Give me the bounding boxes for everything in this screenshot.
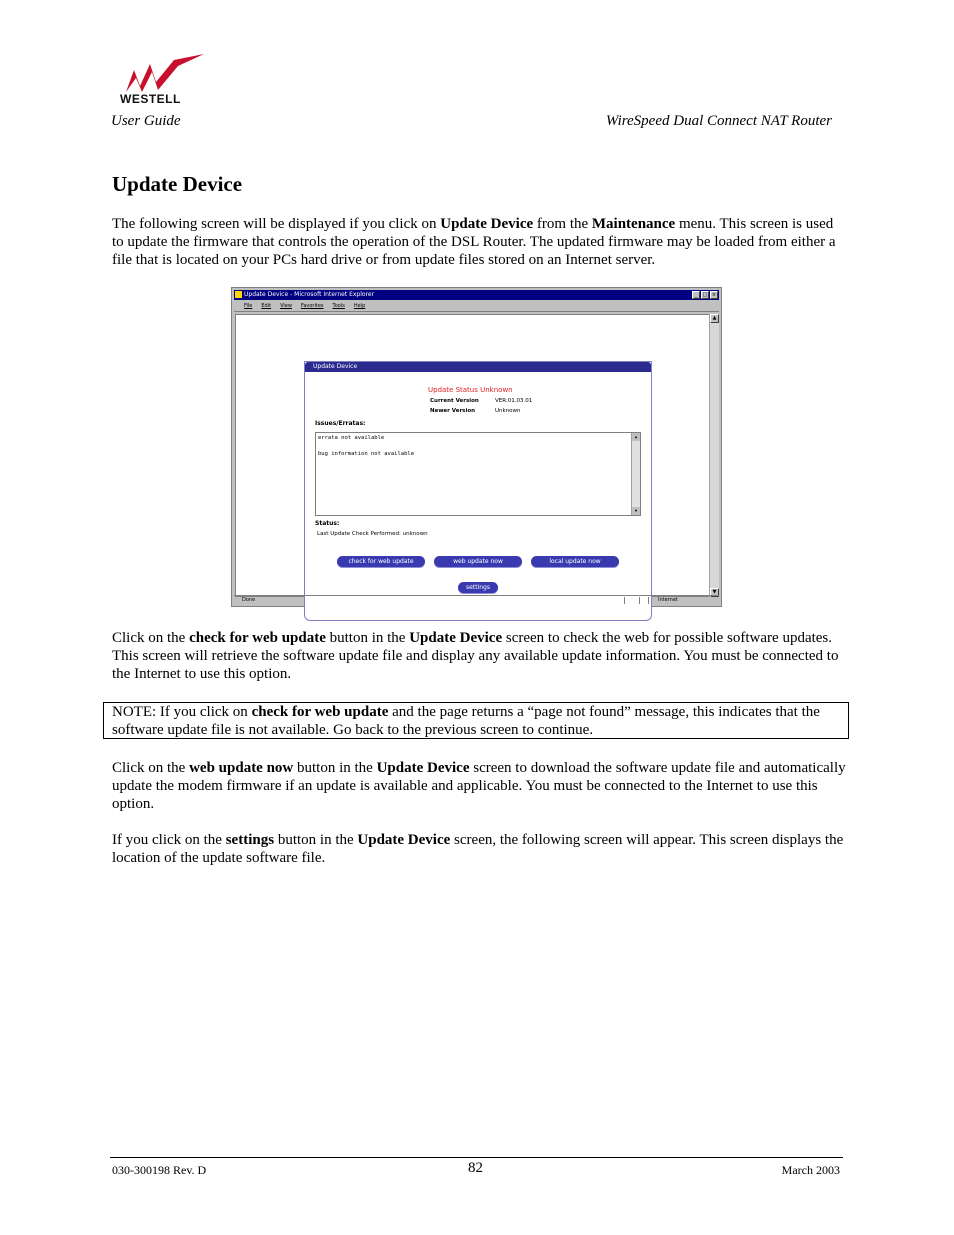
close-icon[interactable]: × — [711, 292, 717, 298]
scroll-down-icon[interactable]: ▼ — [632, 507, 640, 515]
current-version-value: VER:01.03.01 — [495, 398, 533, 404]
westell-logo — [112, 52, 212, 110]
menu-edit[interactable]: Edit — [261, 303, 272, 309]
ie-title-bar — [234, 290, 719, 300]
current-version-label: Current Version — [430, 398, 479, 404]
status-zone: Internet — [658, 597, 678, 603]
header-right: WireSpeed Dual Connect NAT Router — [605, 113, 832, 129]
footer-page-number: 82 — [468, 1160, 483, 1176]
web-update-now-button[interactable]: web update now — [434, 556, 522, 567]
note-text: NOTE: If you click on check for web update and the page returns a “page not found” message, this indicates that the software update file is not available. Go back to the previous screen to continue. — [112, 704, 820, 738]
settings-paragraph: If you click on the settings button in the Update Device screen, the following screen will appear. This screen displays the location of the update software file. — [112, 832, 844, 866]
newer-version-label: Newer Version — [430, 408, 476, 414]
check-web-paragraph: Click on the check for web update button in the Update Device screen to check the web for possible software updates. This screen will retrieve the software update file and display any available update information. You must be connected to the Internet to use this option. — [112, 630, 839, 682]
errata-textarea[interactable] — [315, 432, 641, 516]
update-status-text: Update Status Unknown — [428, 386, 513, 394]
newer-version-value: Unknown — [495, 408, 521, 414]
ie-scrollbar[interactable] — [709, 314, 719, 597]
ie-content-area — [235, 314, 714, 597]
logo-wordmark: WESTELL — [120, 92, 181, 106]
maximize-icon[interactable]: □ — [702, 292, 708, 298]
intro-paragraph: The following screen will be displayed if you click on Update Device from the Maintenance menu. This screen is used to update the firmware that controls the operation of the DSL Router. The updated firmware may be loaded from either a file that is located on your PCs hard drive or from update files stored on an Internet server. — [112, 216, 836, 268]
menu-tools[interactable]: Tools — [332, 303, 345, 309]
check-for-web-update-button[interactable]: check for web update — [337, 556, 425, 567]
westell-logo-mark — [112, 52, 212, 94]
menu-favorites[interactable]: Favorites — [300, 303, 324, 309]
minimize-icon[interactable]: _ — [692, 291, 700, 299]
scroll-down-icon[interactable]: ▼ — [710, 588, 719, 597]
footer-doc-number: 030-300198 Rev. D — [112, 1163, 207, 1177]
update-device-panel — [304, 361, 652, 621]
header-left: User Guide — [111, 113, 181, 129]
ie-window-title: Update Device - Microsoft Internet Explorer — [244, 291, 375, 298]
section-title: Update Device — [112, 172, 243, 196]
scroll-up-icon[interactable]: ▲ — [710, 314, 719, 323]
last-check-status: Last Update Check Performed: unknown — [317, 531, 428, 537]
panel-title: Update Device — [305, 362, 651, 372]
status-done: Done — [242, 597, 256, 603]
errata-line: errata not available — [318, 435, 385, 441]
menu-view[interactable]: View — [280, 303, 292, 309]
menu-help[interactable]: Help — [353, 303, 366, 309]
footer-date: March 2003 — [781, 1163, 840, 1177]
web-update-paragraph: Click on the web update now button in the Update Device screen to download the software update file and automatically update the modem firmware if an update is available and applicable. You must be connected to the Internet to use this option. — [112, 760, 846, 812]
settings-button[interactable]: settings — [458, 582, 498, 593]
errata-scrollbar[interactable] — [631, 433, 640, 515]
status-label: Status: — [315, 520, 340, 527]
footer-rule — [110, 1157, 843, 1158]
issues-label: Issues/Erratas: — [315, 420, 366, 427]
scroll-up-icon[interactable]: ▲ — [632, 433, 640, 441]
ie-page-icon — [235, 291, 242, 298]
update-device-screenshot — [231, 287, 722, 607]
ie-status-bar — [234, 595, 719, 605]
errata-line: bug information not available — [318, 451, 415, 457]
menu-file[interactable]: File — [244, 303, 253, 309]
local-update-now-button[interactable]: local update now — [531, 556, 619, 567]
ie-menu-bar — [234, 301, 719, 312]
